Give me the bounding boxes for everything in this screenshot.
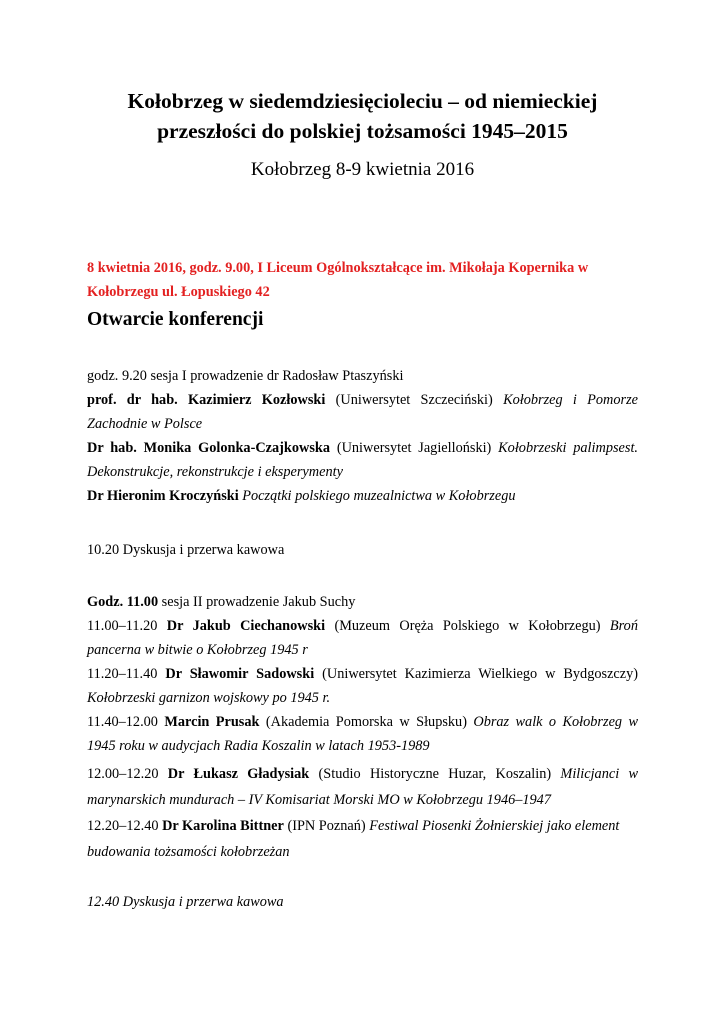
conference-title-line-2: przeszłości do polskiej tożsamości 1945–2015: [157, 119, 568, 143]
session-2-chair: sesja II prowadzenie Jakub Suchy: [161, 594, 356, 610]
session-2-intro: [87, 594, 638, 611]
speaker-name: Dr Jakub Ciechanowski: [166, 618, 326, 634]
talk-golonka: [87, 440, 638, 457]
talk-title: Kołobrzeg i Pomorze: [503, 392, 639, 408]
talk-title: Milicjanci w: [560, 766, 638, 782]
speaker-affiliation: (Uniwersytet Jagielloński): [336, 440, 492, 456]
talk-gladysiak: [87, 766, 638, 783]
speaker-name: Dr hab. Monika Golonka-Czajkowska: [87, 440, 330, 456]
session-1-intro: godz. 9.20 sesja I prowadzenie dr Radosław Ptaszyński: [87, 368, 404, 384]
venue-line-1: 8 kwietnia 2016, godz. 9.00, I Liceum Ogólnokształcące im. Mikołaja Kopernika w: [87, 260, 589, 276]
talk-title: Festiwal Piosenki Żołnierskiej jako element: [369, 818, 620, 834]
speaker-name: prof. dr hab. Kazimierz Kozłowski: [87, 392, 326, 408]
talk-title-continuation: [87, 738, 638, 755]
talk-title-cont: 1945 roku w audycjach Radia Koszalin w latach 1953-1989: [87, 738, 430, 754]
talk-title-continuation: [87, 844, 638, 861]
speaker-affiliation: (IPN Poznań): [287, 818, 366, 834]
speaker-name: Dr Hieronim Kroczyński: [87, 488, 239, 504]
talk-title-cont: budowania tożsamości kołobrzeżan: [87, 844, 290, 860]
talk-sadowski: [87, 666, 638, 683]
talk-prusak: [87, 714, 638, 731]
talk-title-cont: Dekonstrukcje, rekonstrukcje i eksperymenty: [87, 464, 343, 480]
talk-kozlowski: [87, 392, 638, 409]
session-2-break-text: 12.40 Dyskusja i przerwa kawowa: [87, 894, 284, 910]
talk-time: 12.00–12.20: [87, 766, 159, 782]
talk-title-continuation: [87, 642, 638, 659]
talk-title-continuation: [87, 792, 638, 809]
conference-dates: Kołobrzeg 8-9 kwietnia 2016: [250, 159, 475, 180]
talk-time: 12.20–12.40: [87, 818, 159, 834]
talk-kroczynski: [87, 488, 638, 505]
talk-ciechanowski: [87, 618, 638, 635]
conference-title-line-1: Kołobrzeg w siedemdziesięcioleciu – od niemieckiej: [127, 89, 598, 113]
speaker-name: Dr Karolina Bittner: [162, 818, 284, 834]
session-1-break: 10.20 Dyskusja i przerwa kawowa: [87, 542, 285, 558]
speaker-affiliation: (Muzeum Oręża Polskiego w Kołobrzegu): [334, 618, 601, 634]
talk-title-continuation: [87, 464, 638, 481]
talk-title: Broń: [609, 618, 638, 634]
session-2-break: [87, 894, 638, 911]
talk-title-cont: Zachodnie w Polsce: [87, 416, 203, 432]
speaker-name: Marcin Prusak: [164, 714, 260, 730]
speaker-name: Dr Łukasz Gładysiak: [167, 766, 310, 782]
talk-title-cont: marynarskich mundurach – IV Komisariat Morski MO w Kołobrzegu 1946–1947: [87, 792, 551, 808]
speaker-affiliation: (Studio Historyczne Huzar, Koszalin): [318, 766, 552, 782]
talk-bittner: [87, 818, 638, 835]
opening-heading: Otwarcie konferencji: [87, 309, 264, 330]
speaker-affiliation: (Akademia Pomorska w Słupsku): [265, 714, 467, 730]
talk-time: 11.00–11.20: [87, 618, 158, 634]
talk-title: Kołobrzeski garnizon wojskowy po 1945 r.: [87, 690, 331, 706]
talk-title-continuation: [87, 416, 638, 433]
talk-title-continuation: [87, 690, 638, 707]
speaker-name: Dr Sławomir Sadowski: [165, 666, 315, 682]
session-2-time: Godz. 11.00: [87, 594, 159, 610]
venue-line-2: Kołobrzegu ul. Łopuskiego 42: [87, 284, 270, 300]
speaker-affiliation: (Uniwersytet Szczeciński): [335, 392, 493, 408]
speaker-affiliation: (Uniwersytet Kazimierza Wielkiego w Bydgoszczy): [322, 666, 639, 682]
talk-title-cont: pancerna w bitwie o Kołobrzeg 1945 r: [87, 642, 308, 658]
talk-title: Kołobrzeski palimpsest.: [498, 440, 638, 456]
talk-title: Obraz walk o Kołobrzeg w: [473, 714, 638, 730]
talk-title: Początki polskiego muzealnictwa w Kołobrzegu: [242, 488, 516, 504]
talk-time: 11.20–11.40: [87, 666, 158, 682]
talk-time: 11.40–12.00: [87, 714, 158, 730]
